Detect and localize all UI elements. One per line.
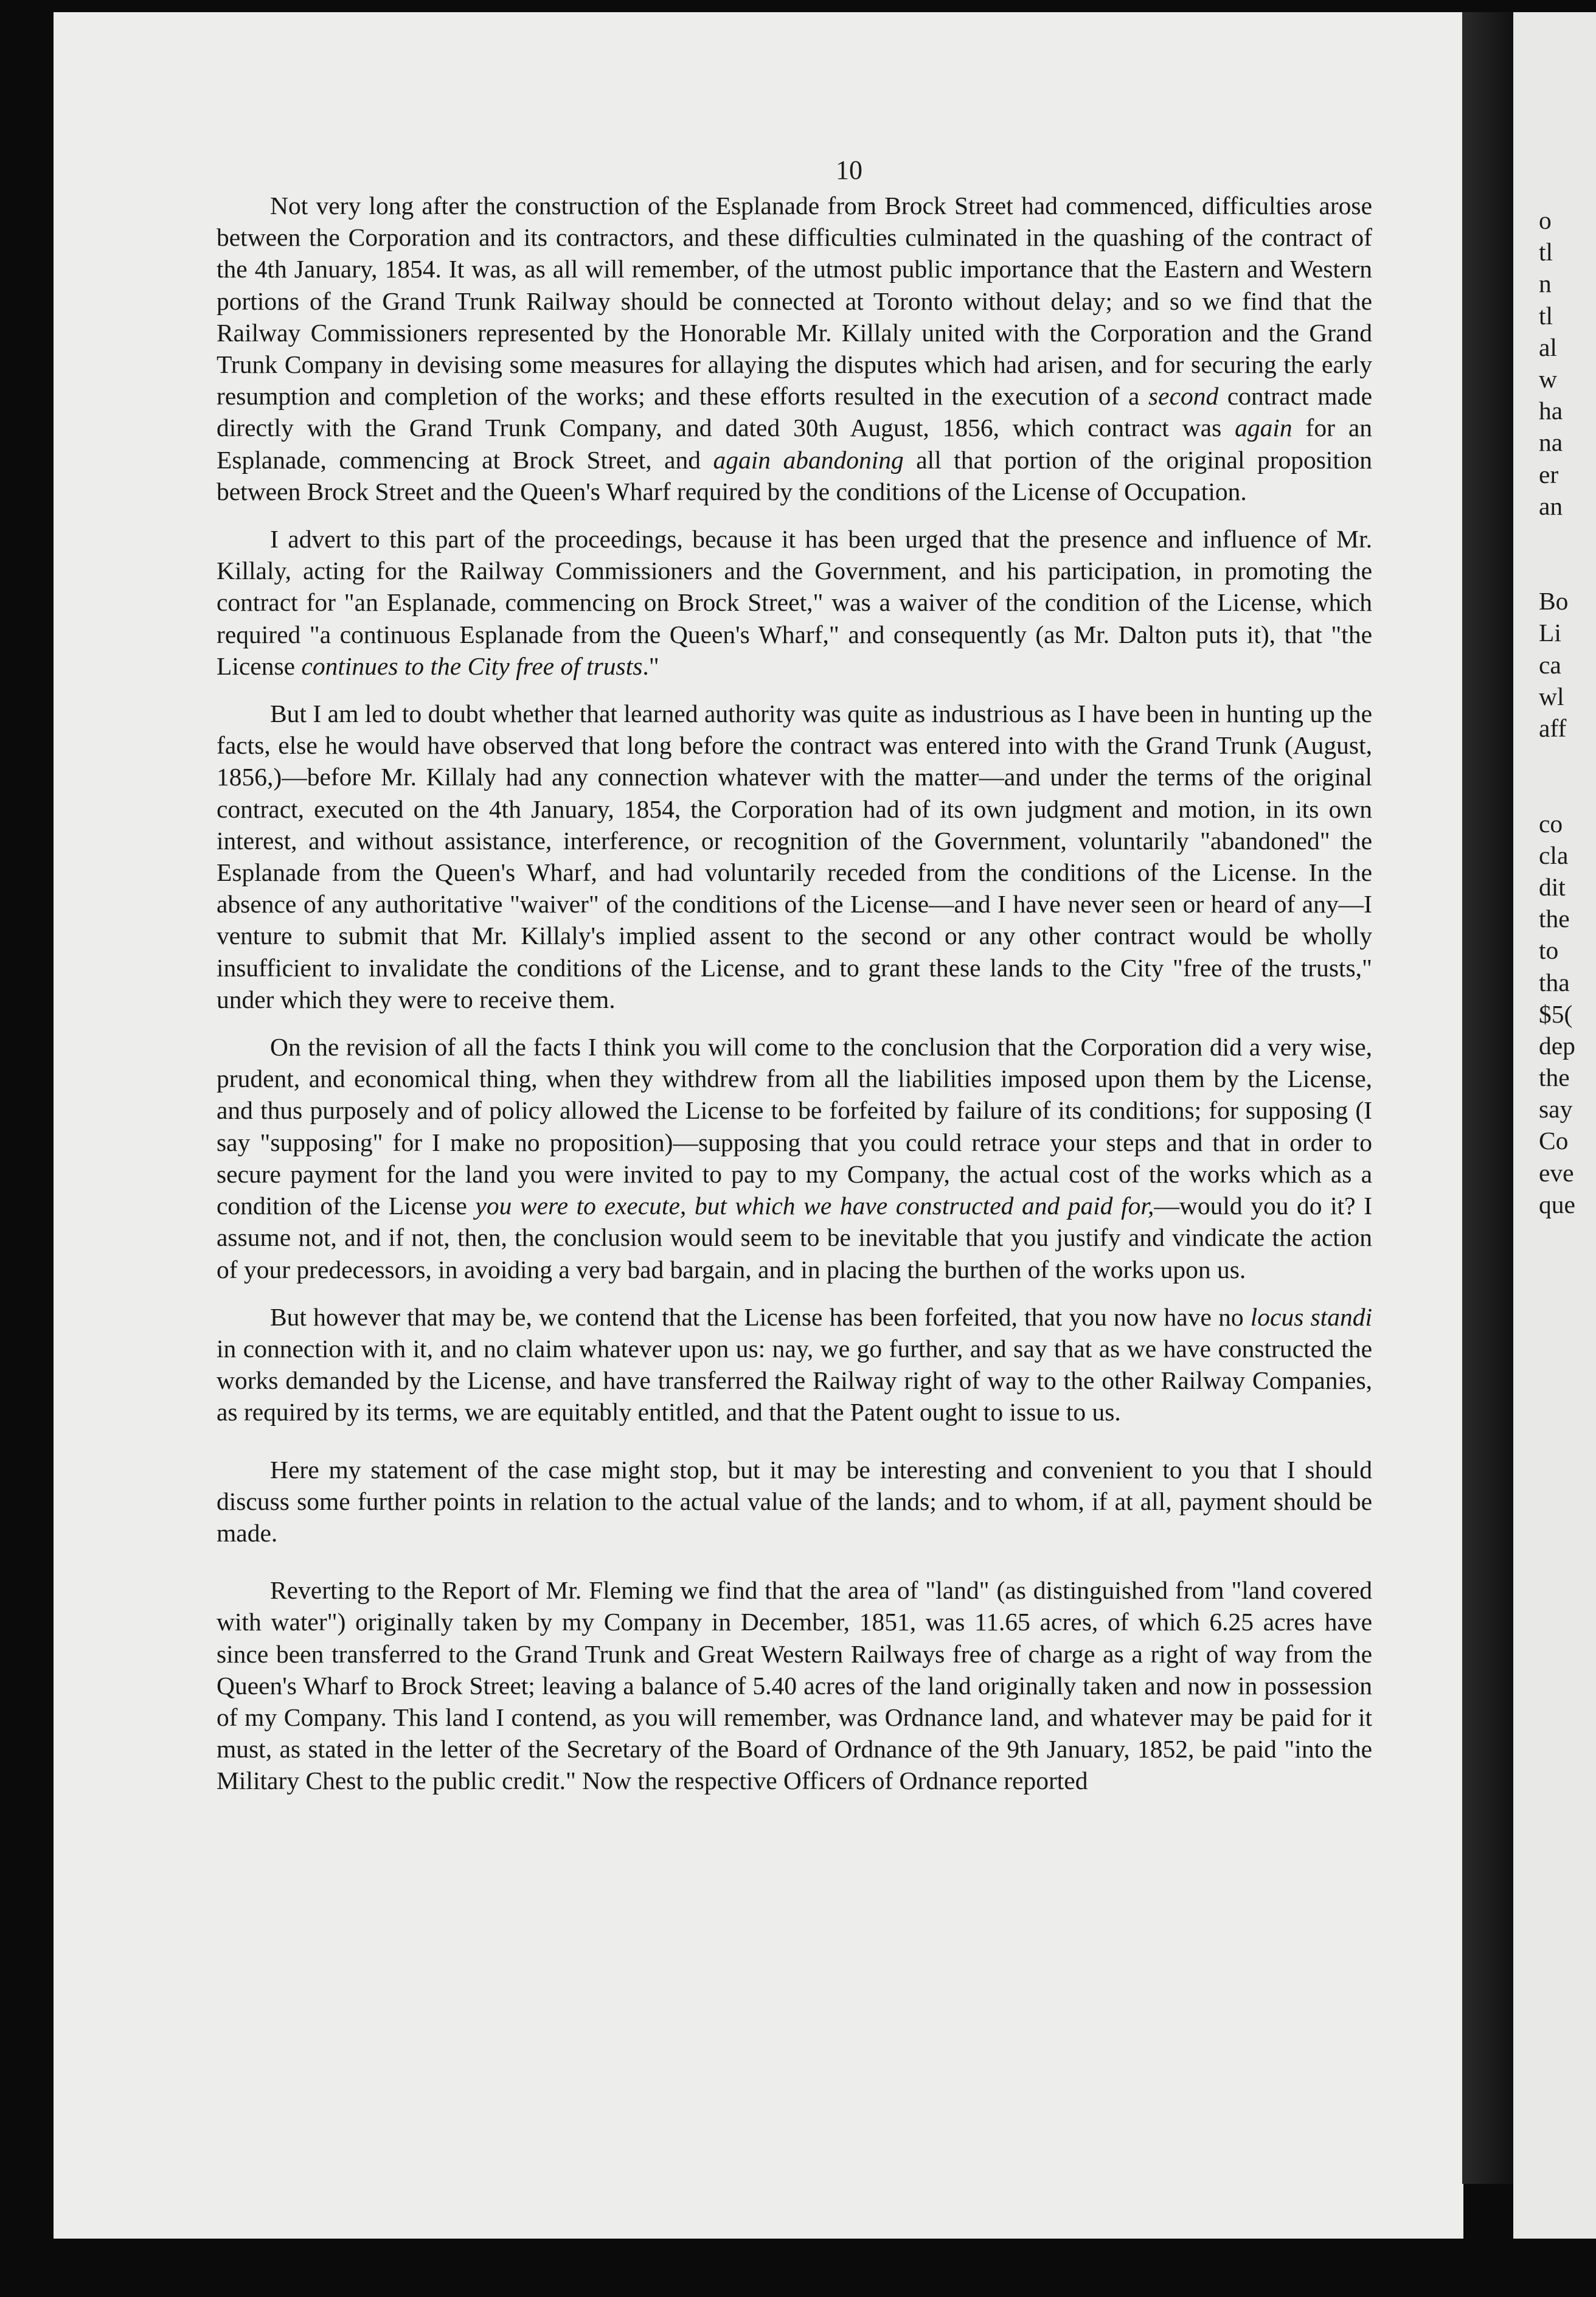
fragment-line	[1539, 776, 1596, 807]
fragment-line: tha	[1539, 968, 1570, 996]
paragraph-p3	[217, 698, 1372, 1015]
paragraph-p7	[217, 1574, 1372, 1796]
fragment-line: the	[1539, 905, 1570, 933]
fragment-line: eve	[1539, 1158, 1574, 1187]
paragraph-p2	[217, 523, 1372, 682]
italic-phrase: second	[1148, 382, 1219, 411]
text-segment: for an Esplanade, commencing at Brock Street, and	[217, 414, 1372, 474]
text-segment: contract made directly with the Grand Trunk Company, and dated 30th August, 1856, which contract was	[217, 382, 1372, 442]
fragment-line: na	[1539, 428, 1563, 457]
fragment-line: dit	[1539, 872, 1566, 901]
page-number: 10	[836, 155, 862, 185]
fragment-line: co	[1539, 809, 1563, 838]
text-segment: all that portion of the original proposition between Brock Street and the Queen's Wharf required by the conditions of the License of Occupation.	[217, 445, 1373, 506]
fragment-line: al	[1539, 333, 1557, 361]
fragment-line: the	[1539, 1063, 1570, 1092]
fragment-line: Co	[1539, 1127, 1569, 1155]
fragment-line: an	[1539, 492, 1563, 520]
text-segment: Not very long after the construction of the Esplanade from Brock Street had commenced, difficulties arose between the Corporation and its contractors, and these difficulties culminated in the quashing of the contract of the 4th January, 1854. It was, as all will remember, of the utmost public importance that the Eastern and Western portions of the Grand Trunk Railway should be connected at Toronto without delay; and so we find that the Railway Commissioners represented by the Honorable Mr. Killaly united with the Corporation and the Grand Trunk Company in devising some measures for allaying the disputes which had arisen, and for securing the early resumption and completion of the works; and these efforts resulted in the execution of a	[217, 192, 1372, 411]
italic-phrase: continues to the City free of trusts	[301, 652, 643, 680]
paragraph-p4	[217, 1031, 1372, 1285]
fragment-line: aff	[1539, 714, 1567, 742]
fragment-line: o	[1539, 206, 1552, 234]
fragment-line: wl	[1539, 682, 1564, 711]
fragment-line: er	[1539, 460, 1559, 488]
text-segment: ."	[642, 652, 659, 680]
fragment-line: say	[1539, 1095, 1573, 1124]
book-gutter-shadow	[1462, 12, 1513, 2184]
text-segment: But however that may be, we contend that the License has been forfeited, that you now have no	[270, 1302, 1251, 1331]
paragraph-p6	[217, 1454, 1372, 1549]
italic-phrase: again abandoning	[713, 445, 904, 474]
italic-phrase: locus standi	[1250, 1302, 1372, 1331]
fragment-line: to	[1539, 936, 1559, 965]
fragment-line	[1539, 744, 1596, 776]
fragment-line: Bo	[1539, 587, 1569, 616]
fragment-line: cla	[1539, 841, 1569, 869]
text-segment: —would you do it? I assume not, and if not, then, the conclusion would seem to be inevitable that you justify and vindicate the action of your predecessors, in avoiding a very bad bargain, and in placing the burthen of the works upon us.	[217, 1192, 1372, 1284]
fragment-line: tl	[1539, 301, 1553, 330]
fragment-line	[1539, 554, 1596, 585]
text-segment: Here my statement of the case might stop, but it may be interesting and convenient to you that I should discuss some further points in relation to the actual value of the lands; and to whom, if at all, payment should be made.	[217, 1455, 1372, 1547]
paragraph-p1	[217, 190, 1372, 507]
text-segment: But I am led to doubt whether that learned authority was quite as industrious as I have been in hunting up the facts, else he would have observed that long before the contract was entered into with the Grand Trunk (August, 1856,)—before Mr. Killaly had any connection whatever with the matter—and under the terms of the original contract, executed on the 4th January, 1854, the Corporation had of its own judgment and motion, in its own interest, and without assistance, interference, or recognition of the Government, voluntarily "abandoned" the Esplanade from the Queen's Wharf, and had voluntarily receded from the conditions of the License. In the absence of any authoritative "waiver" of the conditions of the License—and I have never seen or heard of any—I venture to submit that Mr. Killaly's implied assent to the second or any other contract would be wholly insufficient to invalidate the conditions of the License, and to grant these lands to the City "free of the trusts," under which they were to receive them.	[217, 700, 1372, 1013]
fragment-line: dep	[1539, 1031, 1575, 1060]
text-segment: I advert to this part of the proceedings, because it has been urged that the presence and influence of Mr. Killaly, acting for the Railway Commissioners and the Government, and his participation, in promoting the contract for "an Esplanade, commencing on Brock Street," was a waiver of the condition of the License, which required "a continuous Esplanade from the Queen's Wharf," and consequently (as Mr. Dalton puts it), that "the License	[217, 525, 1372, 680]
fragment-line: w	[1539, 364, 1557, 393]
fragment-line: n	[1539, 269, 1552, 298]
text-segment: Reverting to the Report of Mr. Fleming we find that the area of "land" (as distinguished from "land covered with water") originally taken by my Company in December, 1851, was 11.65 acres, of which 6.25 acres have since been transferred to the Grand Trunk and Great Western Railways free of charge as a right of way from the Queen's Wharf to Brock Street; leaving a balance of 5.40 acres of the land originally taken and now in possession of my Company. This land I contend, as you will remember, was Ordnance land, and whatever may be paid for it must, as stated in the letter of the Secretary of the Board of Ordnance of the 9th January, 1852, be paid "into the Military Chest to the public credit." Now the respective Officers of Ordnance reported	[217, 1576, 1372, 1795]
fragment-line: ca	[1539, 650, 1561, 679]
fragment-line	[1539, 522, 1596, 554]
fragment-line: $5(	[1539, 999, 1573, 1028]
text-segment: in connection with it, and no claim whatever upon us: nay, we go further, and say that as we have constructed the works demanded by the License, and have transferred the Railway right of way to the other Railway Companies, as required by its terms, we are equitably entitled, and that the Patent ought to issue to us.	[217, 1334, 1372, 1427]
fragment-line: que	[1539, 1190, 1575, 1218]
italic-phrase: again	[1235, 414, 1292, 442]
fragment-line: ha	[1539, 397, 1563, 425]
fragment-line: tl	[1539, 238, 1553, 266]
italic-phrase: you were to execute, but which we have constructed and paid for,	[475, 1192, 1154, 1220]
text-segment: On the revision of all the facts I think you will come to the conclusion that the Corporation did a very wise, prudent, and economical thing, when they withdrew from all the liabilities imposed upon them by the License, and thus purposely and of policy allowed the License to be forfeited by failure of its conditions; for supposing (I say "supposing" for I make no proposition)—supposing that you could retrace your steps and that in order to secure payment for the land you were invited to pay to my Company, the actual cost of the works which as a condition of the License	[217, 1033, 1372, 1220]
fragment-line: Li	[1539, 619, 1561, 647]
adjacent-page-text	[1539, 204, 1596, 1220]
paragraph-p5	[217, 1301, 1372, 1428]
body-text	[217, 190, 1372, 1797]
